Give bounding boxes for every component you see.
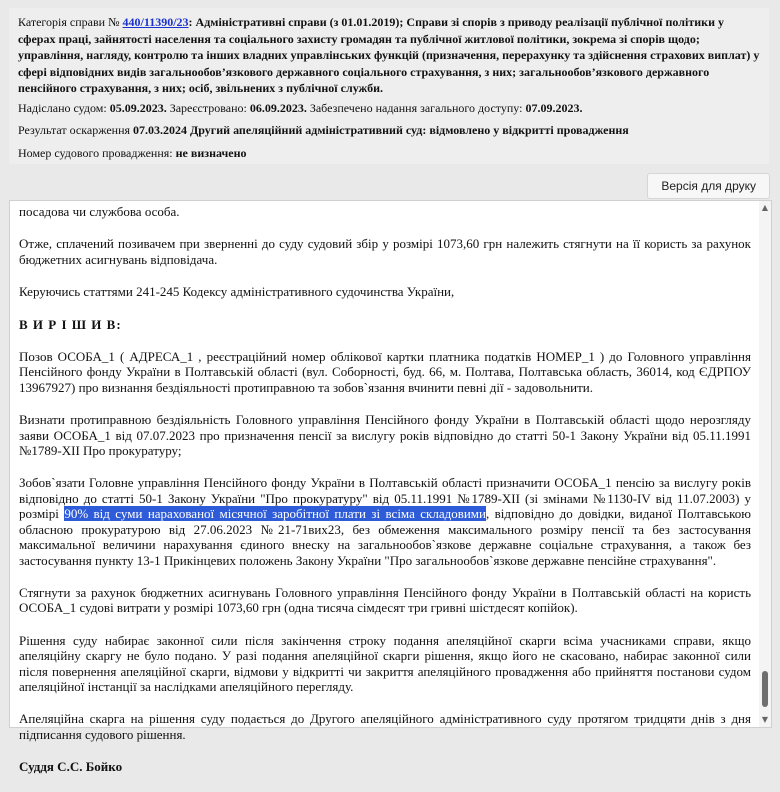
access-date: 07.09.2023. <box>525 100 583 115</box>
document-text <box>19 201 751 792</box>
appeal-label: Результат оскарження <box>18 123 131 137</box>
paragraph: Апеляційна скарга на рішення суду подається до Другого апеляційного адміністративного суду протягом тридцяти днів з дня підписання судового рішення. <box>19 711 751 742</box>
sent-date: 05.09.2023. <box>109 100 167 115</box>
appeal-value: 07.03.2024 Другий апеляційний адміністративний суд: відмовлено у відкритті провадження <box>133 123 629 137</box>
selected-text[interactable]: 90% від суми нарахованої місячної заробітної плати зі всіма складовими <box>64 506 486 522</box>
paragraph-text: Зобов`язати Головне управління Пенсійного фонду України в Полтавській області призначити ОСОБА_1 пенсію за вислугу років відповідно до статті 50-1 Закону України "Про прокуратуру" від 05.11.1991 №1789-XII (зі змінами №1130-IV від 11.07.2003) у розмірі <box>19 475 751 522</box>
case-dates <box>18 100 762 117</box>
registered-label: Зареєстровано: <box>169 100 247 115</box>
scroll-thumb[interactable] <box>762 671 768 707</box>
sent-label: Надіслано судом: <box>18 100 107 115</box>
toolbar <box>0 170 780 198</box>
paragraph-text: , відповідно до довідки, виданої Полтавською обласною прокуратурою від 27.06.2023 №21-71вих23, без обмеження максимального розміру пенсії та без застосування максимальної величини нарахування єдиного внеску на загальнообов`язкове державне соціальне страхування, а також без застосування пункту 13-1 Прикінцевих положень Закону України "Про загальнообов`язкове державне пенсійне страхування". <box>19 506 751 568</box>
scroll-up-icon[interactable]: ▲ <box>761 203 769 212</box>
paragraph: Визнати протиправною бездіяльність Головного управління Пенсійного фонду України в Полтавській області щодо нерозгляду заяви ОСОБА_1 від 07.07.2023 про призначення пенсії за вислугу років відповідно до статті 50-1 Закону України від 05.11.1991 №1789-XII Про прокуратуру; <box>19 412 751 459</box>
paragraph: Стягнути за рахунок бюджетних асигнувань Головного управління Пенсійного фонду України в Полтавській області на користь ОСОБА_1 судові витрати у розмірі 1073,60 грн (одна тисяча сімдесят три гривні шістдесят копійок). <box>19 584 751 616</box>
paragraph <box>19 475 751 567</box>
appeal-result <box>18 122 762 139</box>
scroll-down-icon[interactable]: ▼ <box>761 715 769 724</box>
paragraph: Позов ОСОБА_1 ( АДРЕСА_1 , реєстраційний номер облікової картки платника податків НОМЕР_1 ) до Головного управління Пенсійного фонду України в Полтавській області (вул. Соборності, буд. 66, м. Полтава, Полтавська область, 36014, код ЄДРПОУ 13967927) про визнання бездіяльності протиправною та зобов`язання вчинити певні дії - задовольнити. <box>19 349 751 395</box>
category-label: Категорія справи № <box>18 15 120 29</box>
paragraph: Рішення суду набирає законної сили після закінчення строку подання апеляційної скарги всіма учасниками справи, якщо апеляційну скаргу не було подано. У разі подання апеляційної скарги рішення, якщо його не скасовано, набирає законної сили після повернення апеляційної скарги, відмови у відкритті чи закриття апеляційного провадження або прийняття постанови судом апеляційної інстанції за наслідками апеляційного перегляду. <box>19 632 751 694</box>
proceeding-number <box>18 145 762 162</box>
case-category <box>18 14 762 97</box>
vertical-scrollbar[interactable] <box>759 201 771 727</box>
case-number-link[interactable]: 440/11390/23 <box>122 15 189 29</box>
case-info-panel <box>9 8 769 164</box>
registered-date: 06.09.2023. <box>249 100 307 115</box>
paragraph: посадова чи службова особа. <box>19 204 180 219</box>
proceeding-value: не визначено <box>175 145 247 160</box>
category-text: : Адміністративні справи (з 01.01.2019); Справи зі спорів з приводу реалізації публічної політики у сферах праці, зайнятості населення та соціального захисту громадян та публічної житлової політики, зокрема зі спорів щодо; управління, нагляду, контролю та інших владних управлінських функцій (призначення, перерахунку та здійснення страхових виплат) у сфері відповідних видів загальнообов’язкового державного соціального страхування, з них; загальнообов’язкового державного пенсійного страхування, з них; осіб, звільнених з публічної служби. <box>18 15 760 95</box>
paragraph: Керуючись статтями 241-245 Кодексу адміністративного судочинства України, <box>19 284 455 300</box>
document-viewer[interactable] <box>9 200 772 775</box>
access-label: Забезпечено надання загального доступу: <box>309 100 523 115</box>
proceeding-label: Номер судового провадження: <box>18 145 173 160</box>
decision-title: В И Р І Ш И В: <box>19 316 122 332</box>
paragraph: Отже, сплачений позивачем при зверненні до суду судовий збір у розмірі 1073,60 грн належить стягнути на її користь за рахунок бюджетних асигнувань відповідача. <box>19 236 751 267</box>
judge-signature: Суддя С.С. Бойко <box>19 759 123 775</box>
print-version-button[interactable]: Версія для друку <box>647 173 770 199</box>
